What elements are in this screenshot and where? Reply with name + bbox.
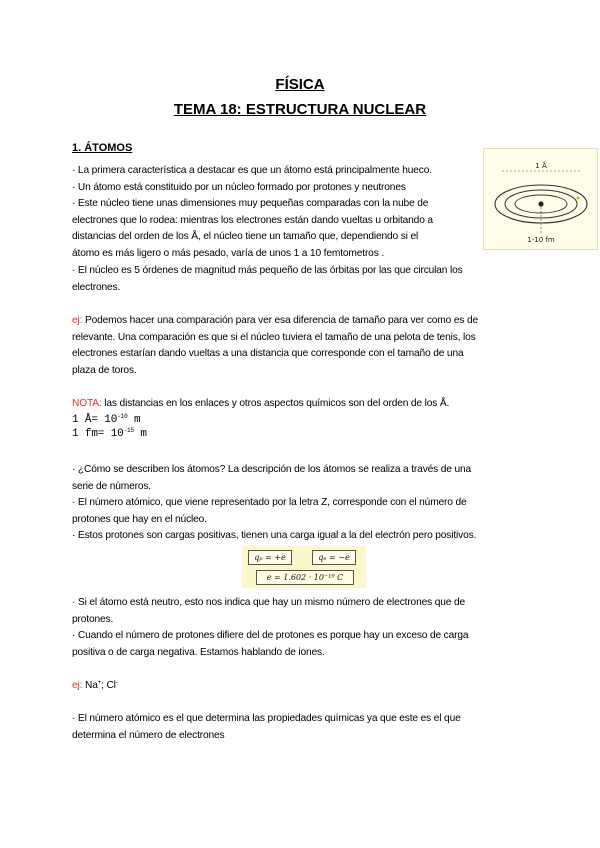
neutral-line: · Si el átomo está neutro, esto nos indica que hay un mismo número de electrones que de (72, 597, 465, 608)
ion-example (72, 678, 534, 695)
intro-paragraph-continued (72, 263, 534, 296)
atom-diagram (483, 148, 598, 250)
neutral-line: protones. (72, 613, 114, 625)
note-line (72, 396, 534, 413)
intro-line: · El núcleo es 5 órdenes de magnitud más pequeño de las órbitas por las que circulan los (72, 265, 463, 276)
equation-exponent: -10 (117, 412, 128, 420)
example-tag: ej: (72, 680, 83, 691)
equation-left: 1 Å= 10 (72, 413, 118, 426)
example-tag: ej: (72, 315, 83, 326)
atomic-line: · Estos protones son cargas positivas, tienen una carga igual a la del electrón pero positivos. (72, 530, 477, 542)
electron-dot (577, 197, 580, 200)
proton-charge-formula: qₚ = +e (248, 550, 292, 565)
intro-line: átomo es más ligero o más pesado, varía de unos 1 a 10 femtometros . (72, 247, 385, 259)
elementary-charge-formula: e = 1.602 · 10⁻¹⁹ C (256, 570, 354, 585)
femtometer-equation (72, 427, 534, 442)
neutral-line: · Cuando el número de protones difiere del de protones es porque hay un exceso de carga (72, 630, 469, 642)
note-paragraph (72, 396, 534, 442)
equation-unit: m (127, 413, 141, 426)
intro-line: · Un átomo está constituido por un núcleo formado por protones y neutrones (72, 181, 406, 193)
example-line: electrones estarían dando vueltas a una distancia que corresponde con el tamaño de una (72, 348, 464, 360)
charge-formula-box (242, 546, 366, 588)
sodium-ion: Na (82, 680, 98, 691)
atom-orbits-drawing (484, 149, 597, 249)
section-heading: 1. ÁTOMOS (72, 142, 133, 154)
intro-line: distancias del orden de los Å, el núcleo tiene un tamaño que, dependiendo si el (72, 231, 419, 243)
intro-line: · La primera característica a destacar es que un átomo está principalmente hueco. (72, 165, 432, 176)
neutral-atom-paragraph (72, 595, 534, 661)
example-line: plaza de toros. (72, 364, 137, 376)
angstrom-equation (72, 413, 534, 428)
angstrom-label: 1 Å (535, 162, 547, 170)
atomic-line: · ¿Cómo se describen los átomos? La descripción de los átomos se realiza a través de una (72, 464, 472, 475)
atomic-number-paragraph (72, 462, 534, 545)
ion-charge: - (115, 680, 118, 686)
note-tag: NOTA: (72, 398, 102, 409)
example-line: relevante. Una comparación es que si el núcleo tuviera el tamaño de una pelota de tenis, los (72, 331, 476, 343)
equation-exponent: -15 (123, 427, 134, 435)
neutral-line: positiva o de carga negativa. Estamos hablando de iones. (72, 646, 325, 658)
intro-paragraph (72, 163, 477, 263)
electron-charge-formula: qₑ = −e (312, 550, 356, 565)
intro-line: electrones que lo rodea: mientras los electrones están dando vueltas u orbitando a (72, 214, 433, 226)
femtometer-label: 1-10 fm (527, 236, 555, 244)
page-subtitle: TEMA 18: ESTRUCTURA NUCLEAR (173, 101, 427, 118)
chloride-ion: ; Cl (101, 680, 116, 691)
page-title: FÍSICA (275, 76, 325, 93)
closing-line: determina el número de electrones (72, 729, 225, 741)
atomic-line: · El número atómico, que viene representado por la letra Z, corresponde con el número de (72, 497, 467, 509)
example-line (72, 313, 534, 330)
intro-line: electrones. (72, 281, 121, 293)
equation-unit: m (133, 428, 147, 441)
note-text: las distancias en los enlaces y otros aspectos químicos son del orden de los Å. (101, 398, 450, 409)
atomic-line: protones que hay en el núcleo. (72, 513, 207, 525)
nucleus-dot (538, 201, 543, 206)
example-paragraph (72, 313, 534, 379)
example-text: Podemos hacer una comparación para ver esa diferencia de tamaño para ver como es de (82, 315, 479, 326)
closing-line: · El número atómico es el que determina las propiedades químicas ya que este es el que (72, 713, 461, 724)
equation-left: 1 fm= 10 (72, 428, 124, 441)
ion-charge: + (97, 680, 102, 686)
closing-paragraph (72, 711, 534, 744)
intro-line: · Este núcleo tiene unas dimensiones muy pequeñas comparadas con la nube de (72, 198, 429, 210)
atomic-line: serie de números. (72, 480, 151, 492)
ion-line (72, 678, 534, 695)
